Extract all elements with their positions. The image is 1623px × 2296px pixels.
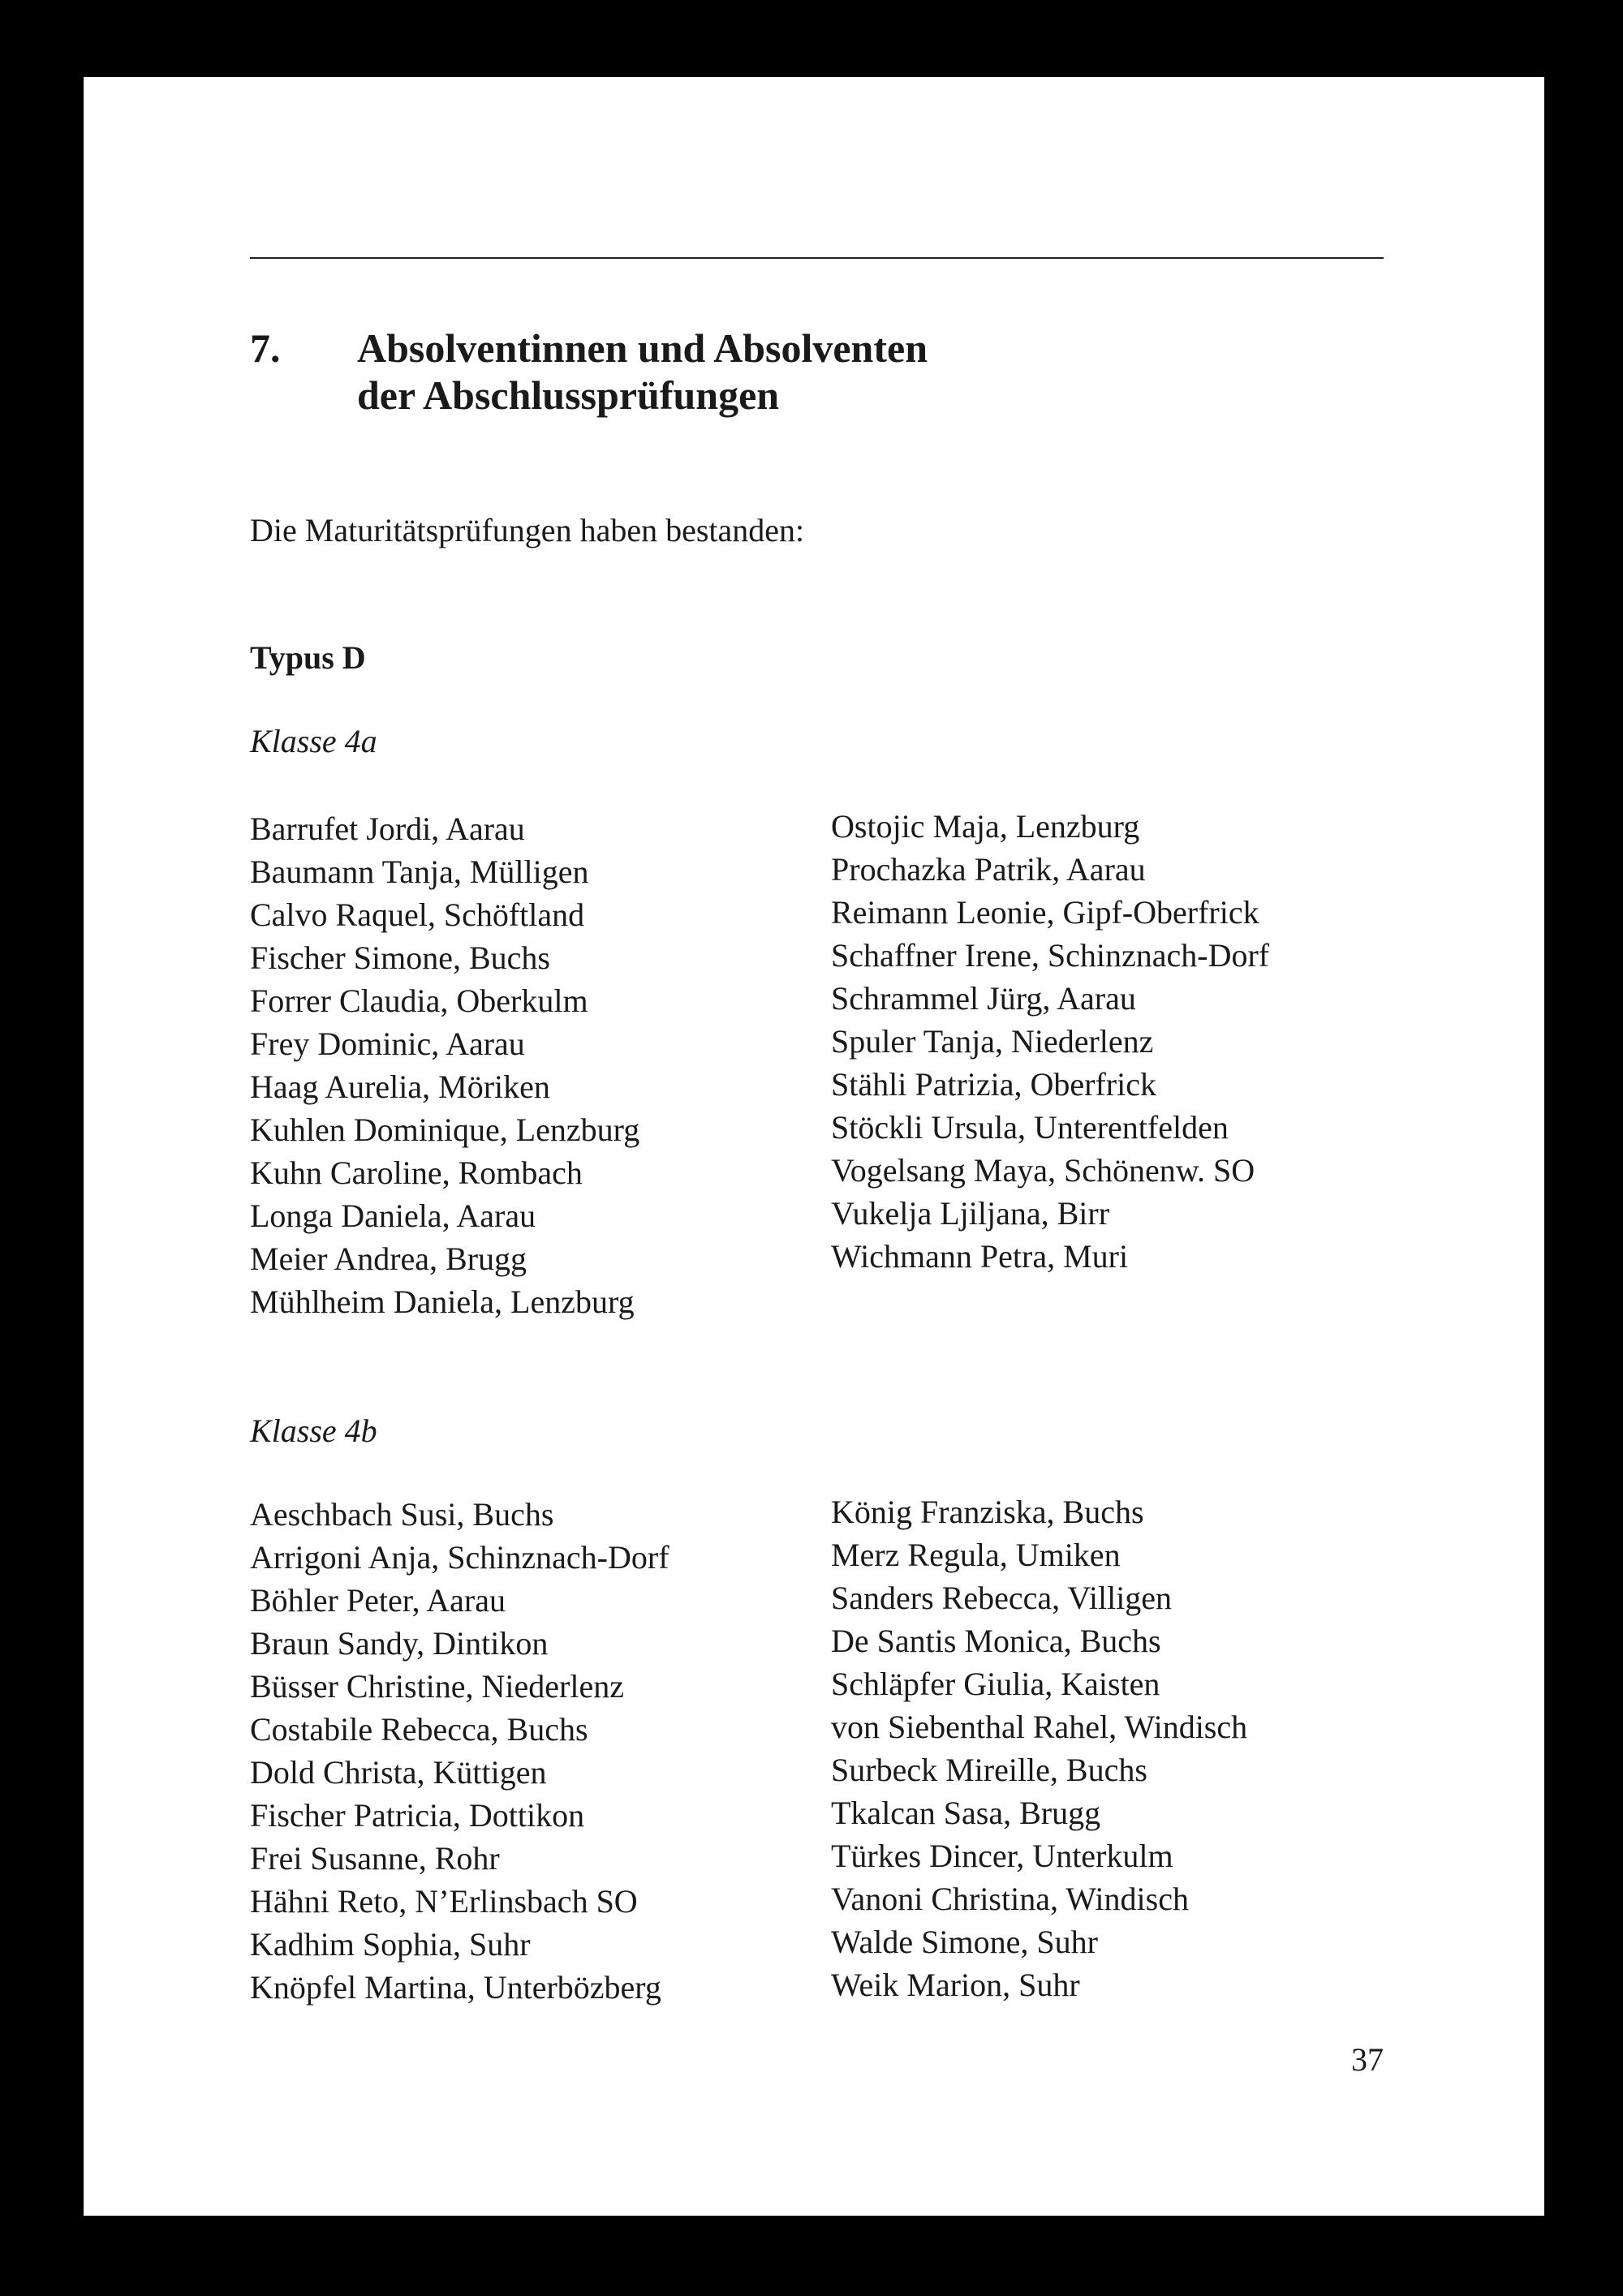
- list-item: Frey Dominic, Aarau: [250, 1025, 525, 1062]
- class-4b-right-column: [831, 1490, 1247, 2006]
- chapter-title-line-1: Absolventinnen und Absolventen: [357, 325, 928, 371]
- list-item: Frei Susanne, Rohr: [250, 1840, 500, 1877]
- list-item: Prochazka Patrik, Aarau: [831, 851, 1146, 888]
- list-item: Kadhim Sophia, Suhr: [250, 1926, 531, 1963]
- list-item: Forrer Claudia, Oberkulm: [250, 982, 588, 1019]
- list-item: Böhler Peter, Aarau: [250, 1582, 506, 1619]
- list-item: Spuler Tanja, Niederlenz: [831, 1023, 1154, 1060]
- list-item: Vukelja Ljiljana, Birr: [831, 1195, 1110, 1232]
- list-item: Aeschbach Susi, Buchs: [250, 1496, 554, 1533]
- list-item: Walde Simone, Suhr: [831, 1924, 1098, 1960]
- list-item: Hähni Reto, N’Erlinsbach SO: [250, 1883, 638, 1920]
- list-item: Knöpfel Martina, Unterbözberg: [250, 1969, 661, 2006]
- list-item: Baumann Tanja, Mülligen: [250, 853, 589, 890]
- chapter-title-line-2: der Abschlussprüfungen: [357, 372, 780, 418]
- list-item: Weik Marion, Suhr: [831, 1967, 1080, 2003]
- intro-text: Die Maturitätsprüfungen haben bestanden:: [250, 512, 805, 548]
- list-item: Haag Aurelia, Möriken: [250, 1068, 550, 1105]
- page-number: 37: [1351, 2041, 1384, 2078]
- list-item: Ostojic Maja, Lenzburg: [831, 808, 1140, 845]
- list-item: Schrammel Jürg, Aarau: [831, 980, 1136, 1017]
- class-4a-label: Klasse 4a: [250, 723, 377, 759]
- list-item: Vanoni Christina, Windisch: [831, 1881, 1189, 1917]
- class-4a-left-column: [250, 807, 639, 1323]
- list-item: Wichmann Petra, Muri: [831, 1238, 1129, 1275]
- list-item: Kuhn Caroline, Rombach: [250, 1154, 583, 1191]
- list-item: Türkes Dincer, Unterkulm: [831, 1838, 1173, 1874]
- class-4b-label: Klasse 4b: [250, 1412, 377, 1449]
- list-item: Fischer Simone, Buchs: [250, 939, 550, 976]
- list-item: Sanders Rebecca, Villigen: [831, 1580, 1173, 1616]
- top-rule: [250, 257, 1384, 259]
- list-item: Stöckli Ursula, Unterentfelden: [831, 1109, 1229, 1146]
- list-item: Dold Christa, Küttigen: [250, 1754, 547, 1791]
- typus-heading: Typus D: [250, 639, 366, 676]
- list-item: Vogelsang Maya, Schönenw. SO: [831, 1152, 1255, 1189]
- list-item: Tkalcan Sasa, Brugg: [831, 1795, 1101, 1831]
- class-4a-right-column: [831, 805, 1269, 1278]
- list-item: Büsser Christine, Niederlenz: [250, 1668, 624, 1705]
- class-4b-left-column: [250, 1493, 669, 2009]
- chapter-title: [357, 325, 1331, 419]
- list-item: Calvo Raquel, Schöftland: [250, 896, 585, 933]
- list-item: König Franziska, Buchs: [831, 1494, 1144, 1530]
- list-item: Reimann Leonie, Gipf-Oberfrick: [831, 894, 1259, 931]
- list-item: Costabile Rebecca, Buchs: [250, 1711, 588, 1748]
- list-item: Fischer Patricia, Dottikon: [250, 1797, 585, 1834]
- list-item: De Santis Monica, Buchs: [831, 1623, 1161, 1659]
- list-item: Longa Daniela, Aarau: [250, 1197, 536, 1234]
- chapter-number: 7.: [250, 325, 281, 371]
- list-item: Mühlheim Daniela, Lenzburg: [250, 1283, 635, 1320]
- list-item: Merz Regula, Umiken: [831, 1537, 1121, 1573]
- list-item: Barrufet Jordi, Aarau: [250, 810, 525, 847]
- list-item: Surbeck Mireille, Buchs: [831, 1752, 1147, 1788]
- list-item: Schläpfer Giulia, Kaisten: [831, 1666, 1160, 1702]
- list-item: Meier Andrea, Brugg: [250, 1240, 527, 1277]
- list-item: Stähli Patrizia, Oberfrick: [831, 1066, 1156, 1103]
- list-item: Schaffner Irene, Schinznach-Dorf: [831, 937, 1270, 974]
- list-item: von Siebenthal Rahel, Windisch: [831, 1709, 1248, 1745]
- list-item: Braun Sandy, Dintikon: [250, 1625, 549, 1662]
- list-item: Kuhlen Dominique, Lenzburg: [250, 1111, 640, 1148]
- page-sheet: [84, 77, 1544, 2216]
- list-item: Arrigoni Anja, Schinznach-Dorf: [250, 1539, 669, 1576]
